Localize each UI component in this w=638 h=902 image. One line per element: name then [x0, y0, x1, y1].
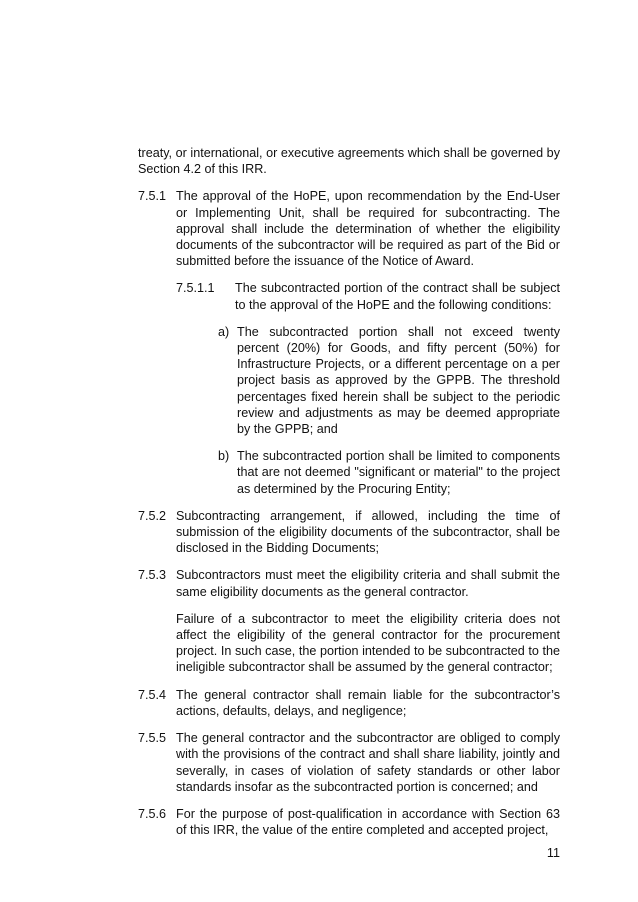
section-text: Subcontractors must meet the eligibility criteria and shall submit the same eligibility documents as the general contractor.: [176, 568, 560, 599]
section-text: The general contractor shall remain liable for the subcontractor’s actions, defaults, delays, and negligence;: [176, 687, 560, 718]
section-number: 7.5.4: [138, 687, 167, 702]
section-7-5-1-1: [176, 280, 560, 312]
list-item-letter: b): [218, 449, 230, 464]
list-item-text: The subcontracted portion shall not exceed twenty percent (20%) for Goods, and fifty percent (50%) for Infrastructure Projects, or a different percentage on a per project basis as approved by the GPPB. The threshold percentages fixed herein shall be subject to the periodic review and adjustments as may be deemed appropriate by the GPPB; and: [237, 324, 560, 437]
page-content: [138, 145, 560, 849]
section-text: The subcontracted portion of the contract shall be subject to the approval of the HoPE and the following conditions:: [235, 281, 560, 312]
section-7-5-3-paragraph-2: Failure of a subcontractor to meet the eligibility criteria does not affect the eligibility of the general contractor for the procurement project. In such case, the portion intended to be subcontracted to the ineligible subcontractor shall be assumed by the general contractor;: [176, 611, 560, 675]
section-7-5-1: [138, 188, 560, 269]
section-7-5-6: [138, 806, 560, 838]
section-number: 7.5.1: [138, 189, 167, 204]
page-number: 11: [546, 846, 560, 860]
section-number: 7.5.2: [138, 508, 167, 523]
section-number: 7.5.1.1: [176, 281, 215, 296]
conditions-list: [218, 324, 560, 497]
intro-paragraph: treaty, or international, or executive agreements which shall be governed by Section 4.2 of this IRR.: [138, 146, 560, 177]
section-7-5-2: [138, 508, 560, 557]
section-text: Subcontracting arrangement, if allowed, including the time of submission of the eligibility documents of the subcontractor, shall be disclosed in the Bidding Documents;: [176, 508, 560, 556]
section-7-5-3: [138, 567, 560, 599]
section-number: 7.5.3: [138, 568, 167, 583]
section-7-5-4: [138, 687, 560, 719]
section-number: 7.5.5: [138, 731, 167, 746]
section-number: 7.5.6: [138, 806, 167, 821]
list-item-letter: a): [218, 324, 230, 339]
list-item-text: The subcontracted portion shall be limited to components that are not deemed "significant or material" to the project as determined by the Procuring Entity;: [237, 449, 560, 496]
section-text: The general contractor and the subcontractor are obliged to comply with the provisions of the contract and shall share liability, jointly and severally, in cases of violation of safety standards or other labor standards insofar as the subcontracted portion is concerned; and: [176, 731, 560, 794]
section-text: The approval of the HoPE, upon recommendation by the End-User or Implementing Unit, shall be required for subcontracting. The approval shall include the determination of whether the eligibility documents of the subcontractor will be required as part of the Bid or submitted before the issuance of the Notice of Award.: [176, 189, 560, 269]
list-item: [218, 448, 560, 497]
section-7-5-5: [138, 730, 560, 795]
section-text: For the purpose of post-qualification in accordance with Section 63 of this IRR, the value of the entire completed and accepted project,: [176, 806, 560, 838]
list-item: [218, 324, 560, 437]
